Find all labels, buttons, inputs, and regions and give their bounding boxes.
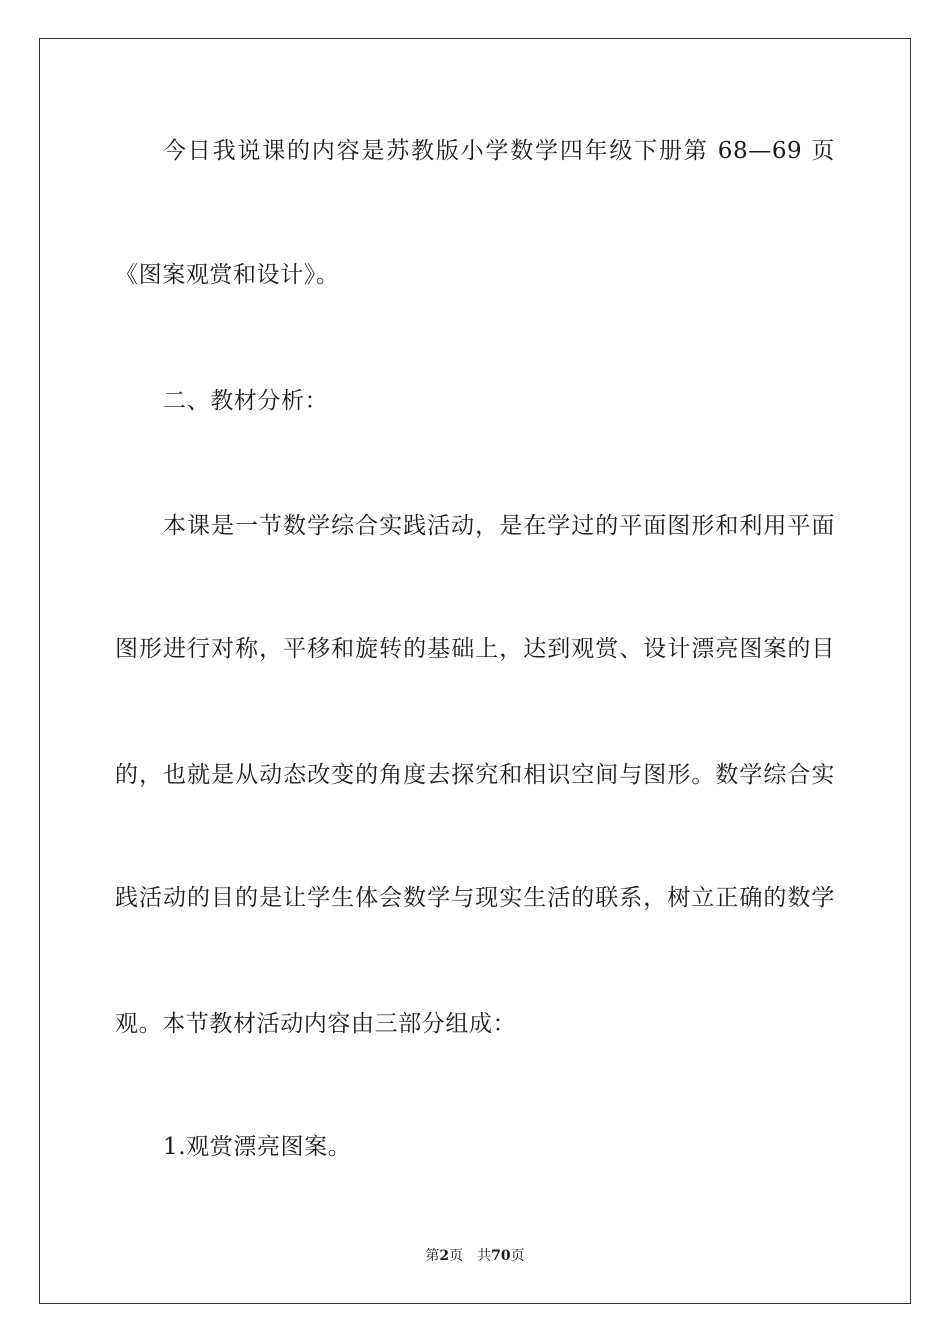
paragraph-line: 践活动的目的是让学生体会数学与现实生活的联系，树立正确的数学 — [115, 885, 835, 911]
footer-prefix: 第 — [425, 1248, 440, 1264]
footer-total-prefix: 共 — [477, 1248, 492, 1264]
list-item: 1.观赏漂亮图案。 — [163, 1134, 352, 1160]
footer-total-suffix: 页 — [510, 1248, 525, 1264]
section-heading: 二、教材分析： — [163, 388, 329, 414]
footer-total-pages: 70 — [491, 1248, 511, 1264]
page-footer — [0, 1247, 950, 1265]
paragraph-line: 观。本节教材活动内容由三部分组成： — [115, 1011, 517, 1037]
footer-current-page: 2 — [439, 1248, 450, 1264]
paragraph-line: 《图案观赏和设计》。 — [115, 262, 340, 288]
paragraph-line: 图形进行对称，平移和旋转的基础上，达到观赏、设计漂亮图案的目 — [115, 636, 835, 662]
footer-page-word: 页 — [449, 1248, 464, 1264]
page-border — [39, 38, 911, 1304]
paragraph-line: 本课是一节数学综合实践活动，是在学过的平面图形和利用平面 — [163, 513, 835, 539]
paragraph-line: 的，也就是从动态改变的角度去探究和相识空间与图形。数学综合实 — [115, 762, 835, 788]
paragraph-line: 今日我说课的内容是苏教版小学数学四年级下册第 68—69 页 — [163, 138, 835, 164]
